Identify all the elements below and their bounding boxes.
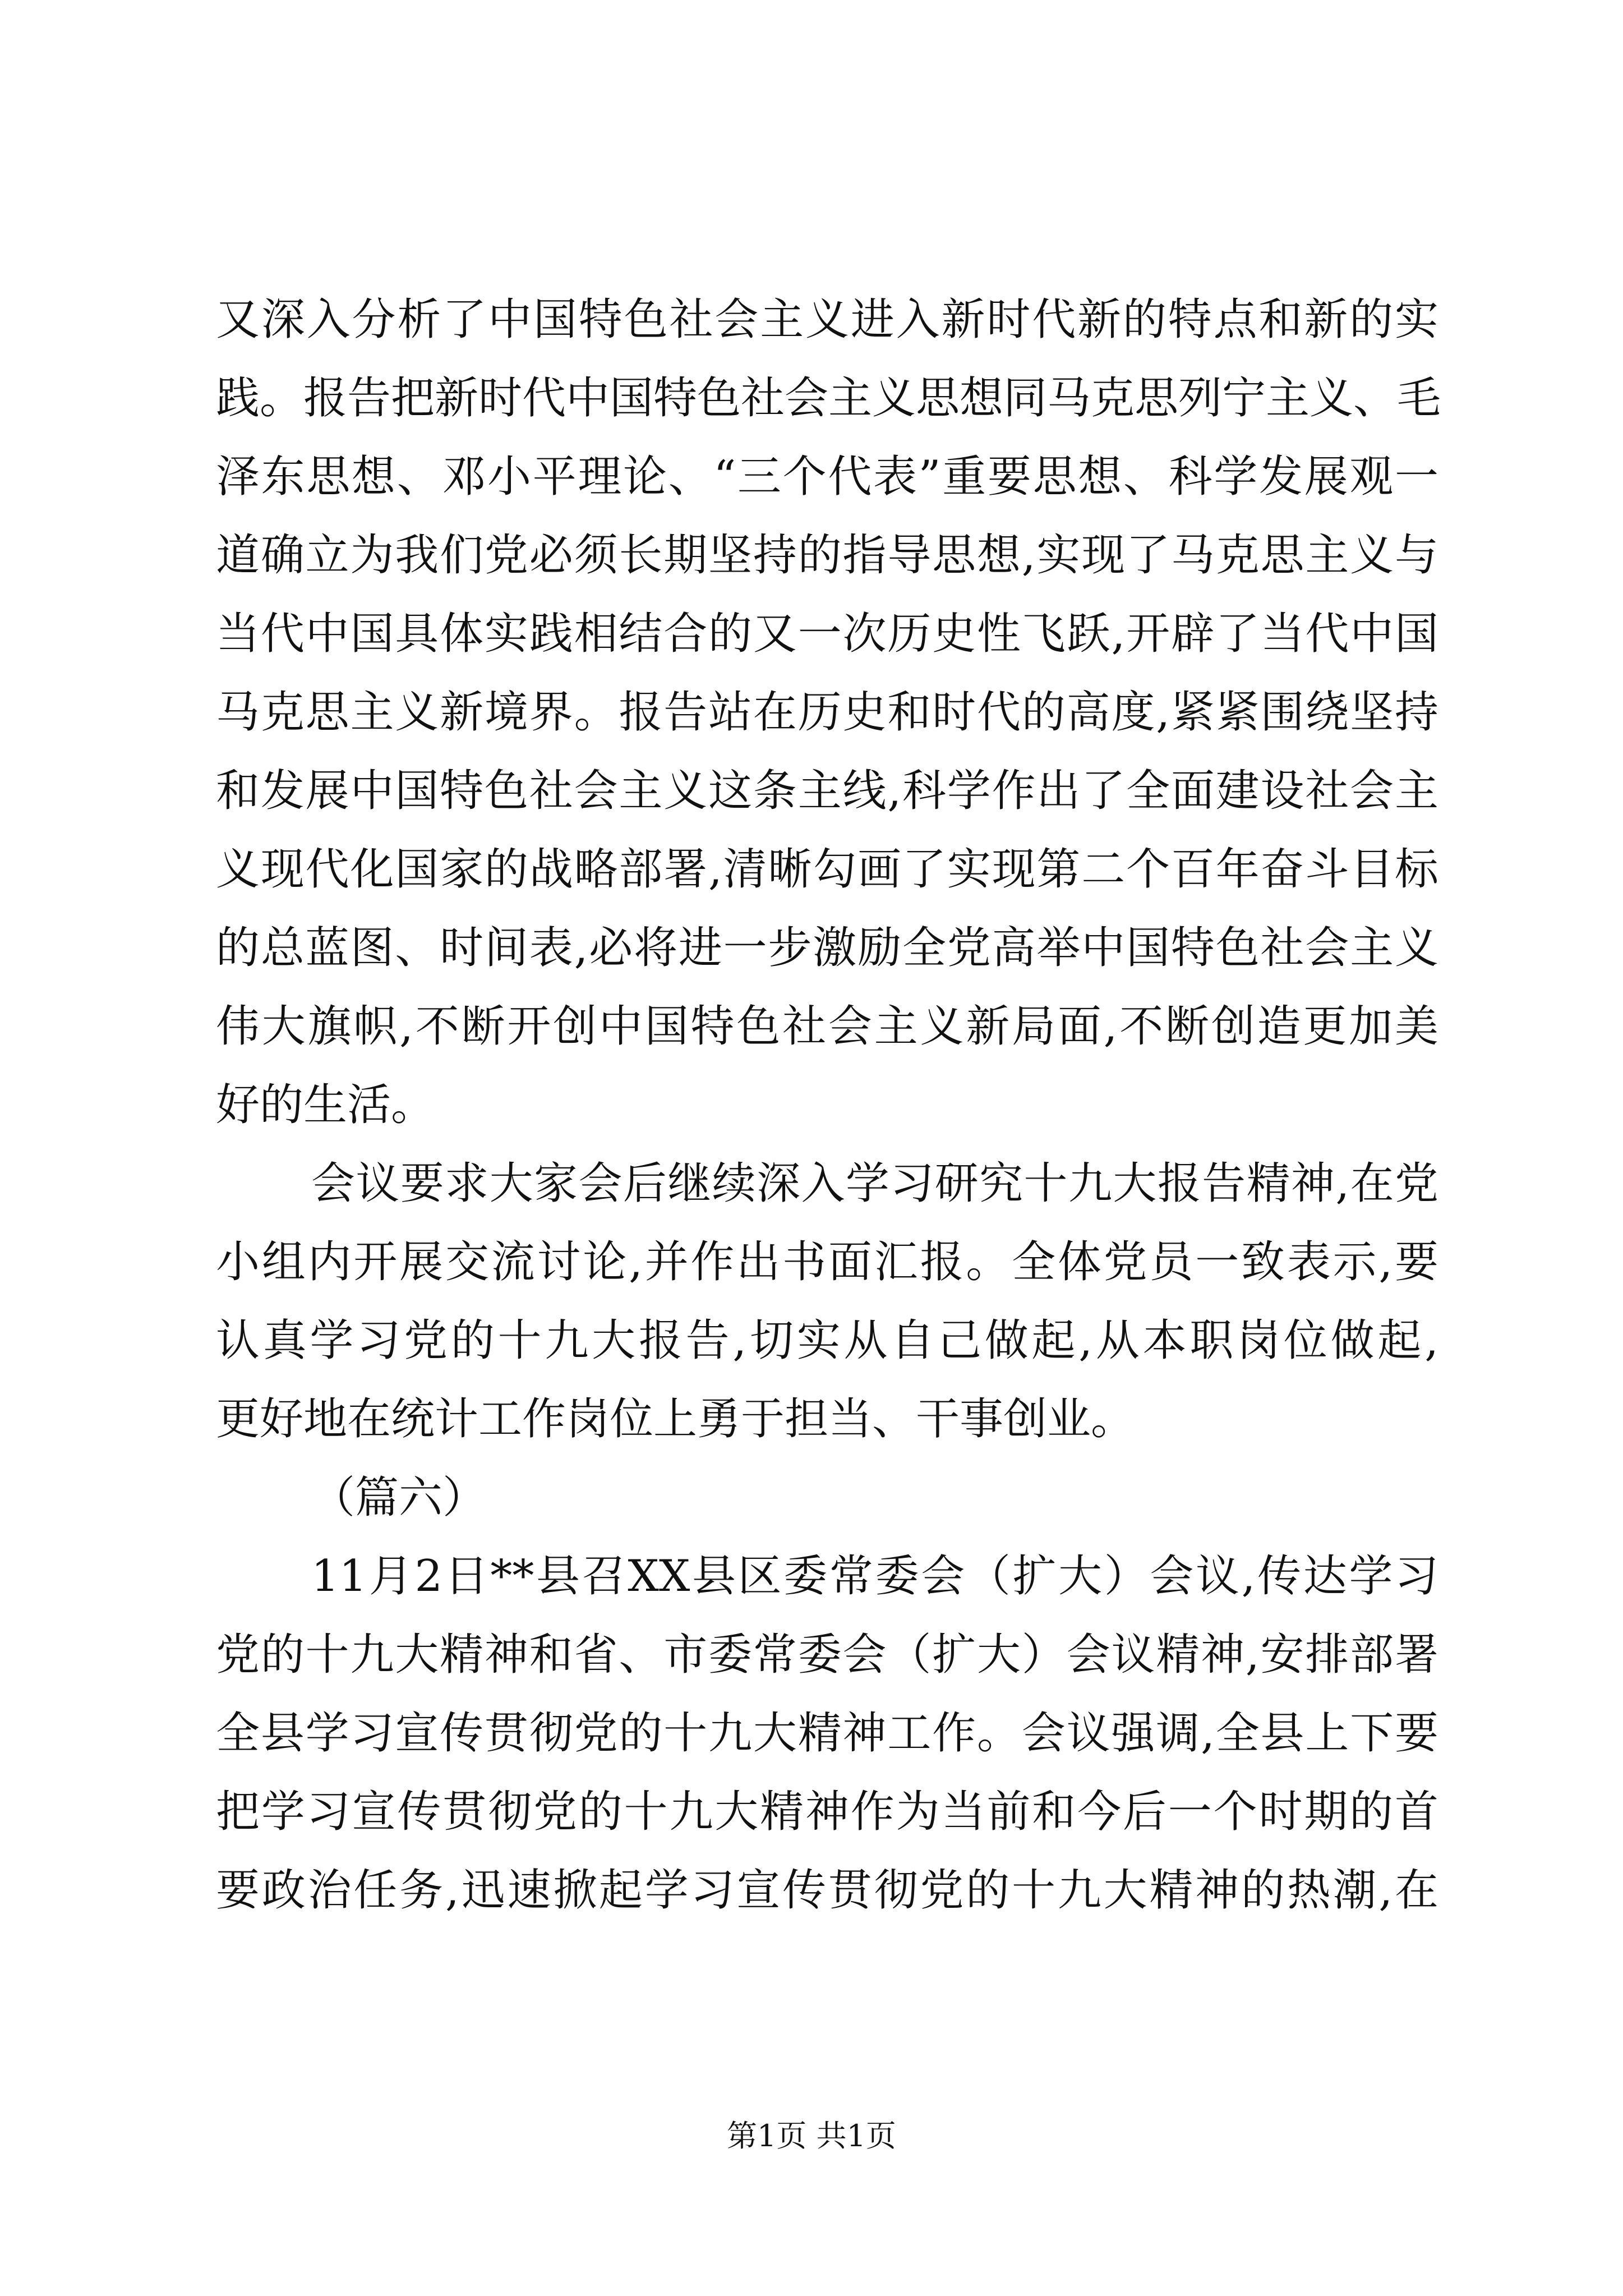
paragraph-meeting-requirements (216, 1144, 1438, 1458)
section-subhead (216, 1458, 1438, 1537)
text-line: 好的生活。 (216, 1080, 435, 1130)
paragraph-continuation (216, 280, 1441, 1144)
text-line: 当代中国具体实践相结合的又一次历史性飞跃,开辟了当代中国 (216, 609, 1438, 659)
text-line: 泽东思想、邓小平理论、“三个代表”重要思想、科学发展观一 (216, 452, 1438, 502)
text-line: 和发展中国特色社会主义这条主线,科学作出了全面建设社会主 (216, 766, 1438, 816)
text-line: 更好地在统计工作岗位上勇于担当、干事创业。 (216, 1394, 1135, 1444)
text-line: 党的十九大精神和省、市委常委会（扩大）会议精神,安排部署 (216, 1630, 1438, 1680)
page-footer: 第1页 共1页 (727, 2118, 896, 2154)
text-line: 要政治任务,迅速掀起学习宣传贯彻党的十九大精神的热潮,在 (216, 1865, 1438, 1916)
text-line: 小组内开展交流讨论,并作出书面汇报。全体党员一致表示,要 (216, 1237, 1438, 1287)
subhead-text: （篇六） (311, 1473, 487, 1523)
paragraph-county-meeting (216, 1537, 1438, 1930)
text-line: 又深入分析了中国特色社会主义进入新时代新的特点和新的实 (216, 295, 1438, 345)
text-line: 道确立为我们党必须长期坚持的指导思想,实现了马克思主义与 (216, 530, 1438, 581)
text-line: 会议要求大家会后继续深入学习研究十九大报告精神,在党 (311, 1158, 1438, 1209)
text-line: 伟大旗帜,不断开创中国特色社会主义新局面,不断创造更加美 (216, 1001, 1438, 1052)
text-line: 认真学习党的十九大报告,切实从自己做起,从本职岗位做起, (216, 1315, 1438, 1366)
text-line: 全县学习宣传贯彻党的十九大精神工作。会议强调,全县上下要 (216, 1708, 1438, 1759)
text-line: 把学习宣传贯彻党的十九大精神作为当前和今后一个时期的首 (216, 1787, 1438, 1837)
text-line: 11月2日**县召XX县区委常委会（扩大）会议,传达学习 (311, 1551, 1438, 1602)
document-body (216, 280, 1441, 1930)
text-line: 义现代化国家的战略部署,清晰勾画了实现第二个百年奋斗目标 (216, 844, 1438, 895)
text-line: 践。报告把新时代中国特色社会主义思想同马克思列宁主义、毛 (216, 373, 1441, 424)
text-line: 的总蓝图、时间表,必将进一步激励全党高举中国特色社会主义 (216, 923, 1438, 973)
text-line: 马克思主义新境界。报告站在历史和时代的高度,紧紧围绕坚持 (216, 687, 1438, 738)
